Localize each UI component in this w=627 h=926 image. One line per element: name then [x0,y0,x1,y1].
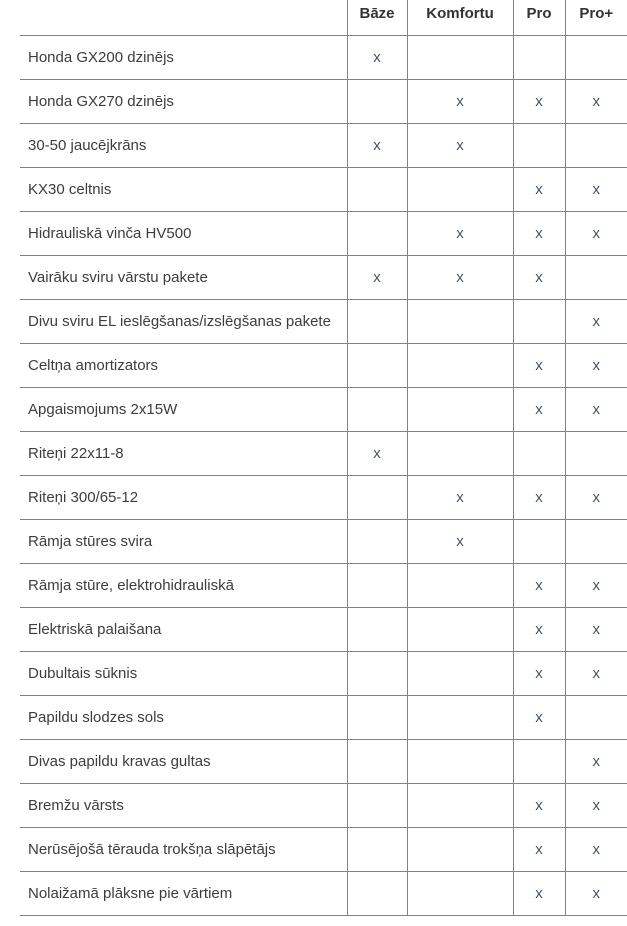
mark-cell: x [407,519,513,563]
mark-cell: x [407,79,513,123]
mark-cell: x [347,255,407,299]
mark-cell: x [407,123,513,167]
feature-label: Bremžu vārsts [20,783,347,827]
feature-label: Nolaižamā plāksne pie vārtiem [20,871,347,915]
mark-cell [347,827,407,871]
mark-cell [347,695,407,739]
header-row [20,0,627,35]
mark-cell: x [565,563,627,607]
table-row [20,299,627,343]
mark-cell: x [513,167,565,211]
mark-cell: x [565,79,627,123]
mark-cell [513,431,565,475]
mark-cell: x [565,211,627,255]
mark-cell: x [565,607,627,651]
mark-cell: x [513,563,565,607]
mark-cell: x [513,827,565,871]
mark-cell [347,211,407,255]
mark-cell: x [565,167,627,211]
mark-cell [513,519,565,563]
mark-cell: x [513,475,565,519]
mark-cell: x [407,211,513,255]
feature-label: 30-50 jaucējkrāns [20,123,347,167]
table-row [20,783,627,827]
mark-cell [407,343,513,387]
mark-cell [565,35,627,79]
mark-cell [347,739,407,783]
mark-cell: x [565,387,627,431]
mark-cell [407,783,513,827]
mark-cell [565,519,627,563]
mark-cell: x [513,387,565,431]
mark-cell [407,827,513,871]
table-row [20,387,627,431]
mark-cell [407,563,513,607]
column-header-1: Bāze [347,0,407,35]
mark-cell [407,607,513,651]
mark-cell: x [565,299,627,343]
mark-cell: x [513,79,565,123]
table-row [20,519,627,563]
table-row [20,167,627,211]
table-row [20,475,627,519]
mark-cell [347,167,407,211]
column-header-2: Komfortu [407,0,513,35]
table-row [20,871,627,915]
feature-label: Honda GX270 dzinējs [20,79,347,123]
mark-cell: x [513,783,565,827]
mark-cell [513,123,565,167]
mark-cell [513,299,565,343]
mark-cell: x [347,123,407,167]
mark-cell [347,387,407,431]
table-row [20,255,627,299]
mark-cell: x [565,827,627,871]
feature-label: Vairāku sviru vārstu pakete [20,255,347,299]
mark-cell [407,167,513,211]
mark-cell: x [347,431,407,475]
mark-cell: x [565,783,627,827]
feature-column-header [20,0,347,35]
feature-label: Nerūsējošā tērauda trokšņa slāpētājs [20,827,347,871]
table-row [20,123,627,167]
table-row [20,651,627,695]
table-row [20,563,627,607]
column-header-3: Pro [513,0,565,35]
table-row [20,35,627,79]
mark-cell [407,695,513,739]
feature-label: Riteņi 300/65-12 [20,475,347,519]
mark-cell: x [565,871,627,915]
table-row [20,211,627,255]
mark-cell [407,739,513,783]
table-row [20,79,627,123]
table-row [20,607,627,651]
mark-cell: x [565,651,627,695]
mark-cell: x [407,475,513,519]
feature-comparison-section [20,0,627,916]
feature-comparison-table [20,0,627,916]
mark-cell: x [513,871,565,915]
mark-cell: x [513,211,565,255]
feature-label: KX30 celtnis [20,167,347,211]
mark-cell [347,519,407,563]
mark-cell: x [513,343,565,387]
feature-label: Rāmja stūres svira [20,519,347,563]
feature-label: Divas papildu kravas gultas [20,739,347,783]
mark-cell [347,563,407,607]
mark-cell [347,299,407,343]
feature-label: Celtņa amortizators [20,343,347,387]
mark-cell [513,35,565,79]
mark-cell [347,871,407,915]
table-row [20,827,627,871]
mark-cell: x [565,739,627,783]
mark-cell: x [565,475,627,519]
mark-cell [347,607,407,651]
mark-cell [565,695,627,739]
feature-label: Riteņi 22x11-8 [20,431,347,475]
mark-cell: x [513,607,565,651]
mark-cell [407,299,513,343]
feature-label: Hidrauliskā vinča HV500 [20,211,347,255]
mark-cell [565,431,627,475]
mark-cell: x [565,343,627,387]
mark-cell [347,79,407,123]
table-row [20,695,627,739]
mark-cell [407,35,513,79]
table-row [20,431,627,475]
feature-label: Divu sviru EL ieslēgšanas/izslēgšanas pakete [20,299,347,343]
mark-cell [407,431,513,475]
mark-cell [347,475,407,519]
table-row [20,343,627,387]
feature-label: Rāmja stūre, elektrohidrauliskā [20,563,347,607]
mark-cell [565,123,627,167]
mark-cell [407,387,513,431]
mark-cell [347,783,407,827]
feature-label: Dubultais sūknis [20,651,347,695]
mark-cell [347,651,407,695]
mark-cell [347,343,407,387]
mark-cell [513,739,565,783]
mark-cell: x [347,35,407,79]
mark-cell: x [513,651,565,695]
mark-cell [407,651,513,695]
mark-cell: x [407,255,513,299]
feature-label: Papildu slodzes sols [20,695,347,739]
feature-label: Apgaismojums 2x15W [20,387,347,431]
mark-cell [407,871,513,915]
mark-cell: x [513,695,565,739]
feature-label: Honda GX200 dzinējs [20,35,347,79]
mark-cell: x [513,255,565,299]
table-row [20,739,627,783]
mark-cell [565,255,627,299]
feature-label: Elektriskā palaišana [20,607,347,651]
column-header-4: Pro+ [565,0,627,35]
